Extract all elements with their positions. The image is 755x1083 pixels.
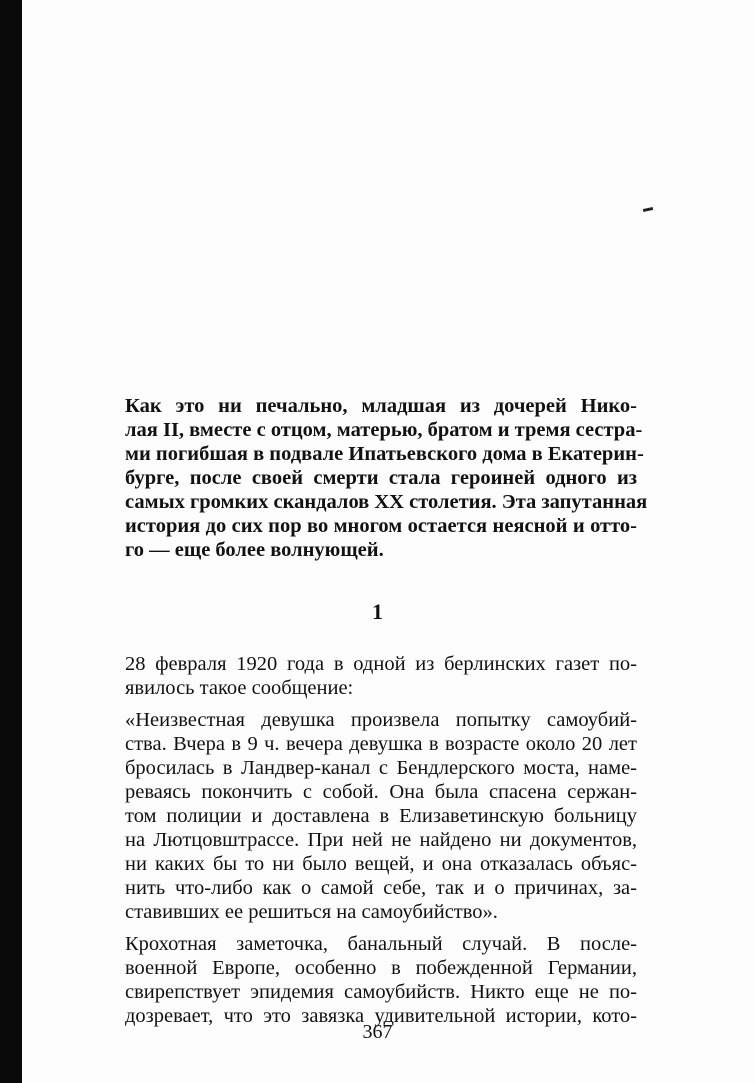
epigraph-line: го — еще более волнующей. xyxy=(125,539,384,561)
text-line: Крохотная заметочка, банальный случай. В после- xyxy=(125,933,637,955)
paragraph xyxy=(125,932,637,1028)
text-line: военной Европе, особенно в побежденной Германии, xyxy=(125,957,637,979)
epigraph xyxy=(125,394,648,562)
epigraph-line: бурге, после своей смерти стала героиней одного из xyxy=(125,467,637,489)
text-line: «Неизвестная девушка произвела попытку самоубий- xyxy=(125,709,637,731)
stray-ink-mark xyxy=(643,207,653,212)
text-line: том полиции и доставлена в Елизаветинскую больницу xyxy=(125,805,637,827)
text-line: явилось такое сообщение: xyxy=(125,677,354,699)
epigraph-line: история до сих пор во многом остается неясной и отто- xyxy=(125,515,637,537)
text-line: дозревает, что это завязка удивительной истории, кото- xyxy=(125,1005,637,1027)
chapter-number: 1 xyxy=(372,599,383,624)
text-line: ставивших ее решиться на самоубийство». xyxy=(125,901,498,923)
text-line: ства. Вчера в 9 ч. вечера девушка в возрасте около 20 лет xyxy=(125,733,637,755)
scan-binding-shadow xyxy=(0,0,22,1083)
epigraph-line: Как это ни печально, младшая из дочерей Нико- xyxy=(125,395,637,417)
paragraph xyxy=(125,652,637,700)
epigraph-line: самых громких скандалов XX столетия. Эта запутанная xyxy=(125,491,648,513)
text-line: реваясь покончить с собой. Она была спасена сержан- xyxy=(125,781,637,803)
text-line: нить что-либо как о самой себе, так и о причинах, за- xyxy=(125,877,637,899)
body-text xyxy=(125,652,637,1036)
epigraph-line: ми погибшая в подвале Ипатьевского дома в Екатерин- xyxy=(125,443,644,465)
page-number: 367 xyxy=(362,1021,393,1043)
text-line: бросилась в Ландвер-канал с Бендлерского моста, наме- xyxy=(125,757,637,779)
epigraph-line: лая II, вместе с отцом, матерью, братом и тремя сестра- xyxy=(125,419,643,441)
text-line: ни каких бы то ни было вещей, и она отказалась объяс- xyxy=(125,853,637,875)
text-line: свирепствует эпидемия самоубийств. Никто еще не по- xyxy=(125,981,637,1003)
text-line: 28 февраля 1920 года в одной из берлинских газет по- xyxy=(125,653,637,675)
paragraph xyxy=(125,708,637,924)
text-line: на Лютцовштрассе. При ней не найдено ни документов, xyxy=(125,829,637,851)
